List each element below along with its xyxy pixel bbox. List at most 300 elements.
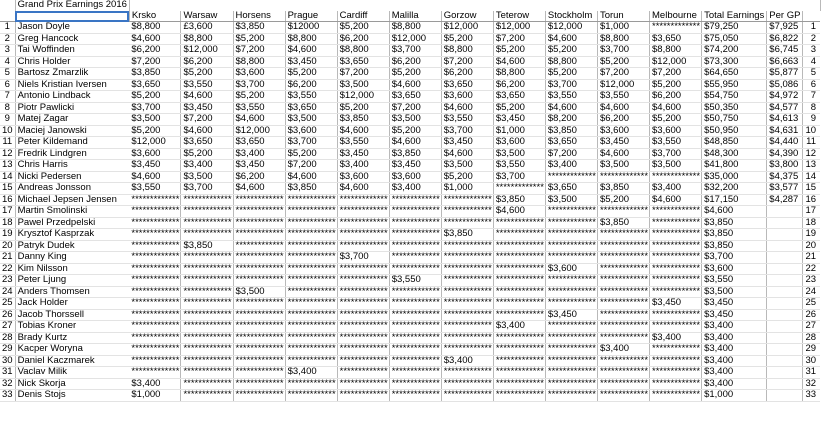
rider-name[interactable]: Jack Holder xyxy=(15,298,129,310)
earnings-cell[interactable]: $3,600 xyxy=(650,125,702,137)
rank-cell[interactable]: 22 xyxy=(803,263,820,275)
earnings-cell[interactable]: $3,600 xyxy=(441,91,493,103)
earnings-cell[interactable]: $5,200 xyxy=(233,91,285,103)
earnings-cell[interactable]: ************* xyxy=(650,286,702,298)
earnings-cell[interactable]: ************* xyxy=(337,275,389,287)
earnings-cell[interactable]: ************* xyxy=(545,332,597,344)
earnings-cell[interactable]: $8,800 xyxy=(233,56,285,68)
earnings-cell[interactable]: $50,950 xyxy=(702,125,767,137)
earnings-cell[interactable]: ************* xyxy=(545,240,597,252)
rider-name[interactable]: Kim Nilsson xyxy=(15,263,129,275)
earnings-cell[interactable]: $3,450 xyxy=(702,309,767,321)
earnings-cell[interactable]: $3,550 xyxy=(597,91,649,103)
earnings-cell[interactable]: $12,000 xyxy=(337,91,389,103)
earnings-cell[interactable]: $4,600 xyxy=(233,114,285,126)
earnings-cell[interactable]: $3,650 xyxy=(129,79,181,91)
earnings-cell[interactable]: ************* xyxy=(285,194,337,206)
earnings-cell[interactable]: $74,200 xyxy=(702,45,767,57)
earnings-cell[interactable]: $6,822 xyxy=(767,33,803,45)
earnings-cell[interactable] xyxy=(767,367,803,379)
column-header[interactable]: Horsens xyxy=(233,11,285,22)
earnings-cell[interactable]: ************* xyxy=(441,367,493,379)
row-number[interactable]: 24 xyxy=(0,286,15,298)
row-number[interactable]: 29 xyxy=(0,344,15,356)
earnings-cell[interactable]: ************* xyxy=(131,331,180,343)
earnings-cell[interactable]: $3,850 xyxy=(389,148,441,160)
earnings-cell[interactable]: ************* xyxy=(493,309,545,321)
earnings-cell[interactable]: $3,400 xyxy=(181,160,233,172)
rank-cell[interactable]: 21 xyxy=(803,252,820,264)
earnings-cell[interactable]: $12,000 xyxy=(233,125,285,137)
earnings-cell[interactable]: $6,200 xyxy=(597,114,649,126)
earnings-cell[interactable]: ************* xyxy=(131,193,180,205)
earnings-cell[interactable]: ************* xyxy=(233,263,285,275)
earnings-cell[interactable]: $8,800 xyxy=(129,22,181,34)
earnings-cell[interactable]: $4,440 xyxy=(767,137,803,149)
earnings-cell[interactable]: ************* xyxy=(181,390,233,402)
earnings-cell[interactable]: $3,550 xyxy=(650,137,702,149)
earnings-cell[interactable]: ************* xyxy=(337,344,389,356)
earnings-cell[interactable]: ************* xyxy=(650,171,702,183)
earnings-cell[interactable]: $5,200 xyxy=(650,114,702,126)
earnings-cell[interactable]: $3,500 xyxy=(597,160,649,172)
earnings-cell[interactable]: ************* xyxy=(545,367,597,379)
earnings-cell[interactable] xyxy=(767,206,803,218)
rank-cell[interactable]: 24 xyxy=(803,286,820,298)
rank-cell[interactable]: 23 xyxy=(803,275,820,287)
earnings-cell[interactable]: ************* xyxy=(337,355,389,367)
rider-name[interactable]: Martin Smolinski xyxy=(15,206,129,218)
earnings-cell[interactable]: $3,450 xyxy=(441,137,493,149)
earnings-cell[interactable]: $4,600 xyxy=(441,102,493,114)
earnings-cell[interactable]: $3,400 xyxy=(441,355,493,367)
earnings-cell[interactable]: $5,200 xyxy=(597,194,649,206)
earnings-cell[interactable]: $4,600 xyxy=(181,125,233,137)
earnings-cell[interactable]: $3,400 xyxy=(702,344,767,356)
earnings-cell[interactable]: ************* xyxy=(441,275,493,287)
earnings-cell[interactable]: $3,650 xyxy=(181,137,233,149)
earnings-cell[interactable]: ************* xyxy=(233,332,285,344)
earnings-cell[interactable]: ************* xyxy=(131,308,180,320)
earnings-cell[interactable]: $8,200 xyxy=(545,114,597,126)
earnings-cell[interactable]: $5,200 xyxy=(389,68,441,80)
row-number[interactable]: 16 xyxy=(0,194,15,206)
earnings-cell[interactable]: ************* xyxy=(597,367,649,379)
earnings-cell[interactable]: ************* xyxy=(493,378,545,390)
earnings-cell[interactable]: $3,450 xyxy=(181,102,233,114)
row-number[interactable]: 20 xyxy=(0,240,15,252)
earnings-cell[interactable]: $12,000 xyxy=(181,45,233,57)
earnings-cell[interactable]: ************* xyxy=(545,321,597,333)
earnings-cell[interactable]: ************* xyxy=(389,217,441,229)
earnings-cell[interactable]: ************* xyxy=(650,263,702,275)
earnings-cell[interactable]: ************* xyxy=(545,275,597,287)
earnings-cell[interactable]: $8,800 xyxy=(285,33,337,45)
earnings-cell[interactable]: ************* xyxy=(285,275,337,287)
earnings-cell[interactable]: $3,400 xyxy=(233,148,285,160)
rank-cell[interactable]: 8 xyxy=(803,102,820,114)
earnings-cell[interactable]: $3,800 xyxy=(767,160,803,172)
title-row-empty[interactable] xyxy=(129,0,820,11)
earnings-cell[interactable]: $6,200 xyxy=(181,56,233,68)
rank-cell[interactable]: 2 xyxy=(803,33,820,45)
earnings-cell[interactable]: $7,200 xyxy=(493,33,545,45)
earnings-cell[interactable]: ************* xyxy=(597,206,649,218)
row-number[interactable]: 18 xyxy=(0,217,15,229)
earnings-cell[interactable]: ************* xyxy=(233,194,285,206)
earnings-cell[interactable]: $3,600 xyxy=(597,125,649,137)
earnings-cell[interactable]: $3,700 xyxy=(441,125,493,137)
earnings-cell[interactable]: ************* xyxy=(233,229,285,241)
earnings-cell[interactable] xyxy=(767,263,803,275)
rank-cell[interactable]: 32 xyxy=(803,378,820,390)
column-header[interactable]: Per GP xyxy=(767,11,803,22)
earnings-cell[interactable]: $3,850 xyxy=(441,229,493,241)
header-trailing-cell[interactable] xyxy=(803,11,820,22)
earnings-cell[interactable]: $3,850 xyxy=(129,68,181,80)
rank-cell[interactable]: 7 xyxy=(803,91,820,103)
earnings-cell[interactable]: ************* xyxy=(337,229,389,241)
earnings-cell[interactable]: ************* xyxy=(389,298,441,310)
rider-name[interactable]: Chris Harris xyxy=(15,160,129,172)
earnings-cell[interactable]: ************* xyxy=(441,240,493,252)
earnings-cell[interactable]: ************* xyxy=(131,366,180,378)
earnings-cell[interactable]: $5,200 xyxy=(337,102,389,114)
earnings-cell[interactable]: $3,450 xyxy=(702,298,767,310)
earnings-cell[interactable]: $3,400 xyxy=(337,160,389,172)
earnings-cell[interactable]: ************* xyxy=(233,355,285,367)
earnings-cell[interactable]: $5,200 xyxy=(129,91,181,103)
earnings-cell[interactable]: ************* xyxy=(650,344,702,356)
earnings-cell[interactable]: $3,500 xyxy=(702,286,767,298)
earnings-cell[interactable]: ************* xyxy=(545,206,597,218)
earnings-cell[interactable]: $8,800 xyxy=(181,33,233,45)
earnings-cell[interactable]: $4,287 xyxy=(767,194,803,206)
rider-name[interactable]: Jacob Thorssell xyxy=(15,309,129,321)
rider-name[interactable]: Bartosz Zmarzlik xyxy=(15,68,129,80)
earnings-cell[interactable]: $3,400 xyxy=(702,332,767,344)
earnings-cell[interactable]: $12,000 xyxy=(389,33,441,45)
earnings-cell[interactable]: $3,850 xyxy=(545,125,597,137)
earnings-cell[interactable]: $6,200 xyxy=(441,68,493,80)
earnings-cell[interactable]: $4,600 xyxy=(597,102,649,114)
earnings-cell[interactable]: ************* xyxy=(285,298,337,310)
rider-name[interactable]: Nick Skorja xyxy=(15,378,129,390)
earnings-cell[interactable]: $3,700 xyxy=(181,183,233,195)
row-number[interactable]: 19 xyxy=(0,229,15,241)
earnings-cell[interactable]: ************* xyxy=(493,367,545,379)
earnings-cell[interactable]: $3,650 xyxy=(545,137,597,149)
earnings-cell[interactable]: ************* xyxy=(181,367,233,379)
earnings-cell[interactable]: $3,600 xyxy=(389,171,441,183)
earnings-cell[interactable]: ************* xyxy=(285,240,337,252)
earnings-cell[interactable]: $5,200 xyxy=(233,33,285,45)
earnings-cell[interactable]: $41,800 xyxy=(702,160,767,172)
rank-cell[interactable]: 17 xyxy=(803,206,820,218)
row-number[interactable]: 6 xyxy=(0,79,15,91)
earnings-cell[interactable]: $3,700 xyxy=(285,137,337,149)
rider-name[interactable]: Niels Kristian Iversen xyxy=(15,79,129,91)
earnings-cell[interactable]: $4,390 xyxy=(767,148,803,160)
earnings-cell[interactable]: ************* xyxy=(233,206,285,218)
earnings-cell[interactable]: $3,400 xyxy=(650,183,702,195)
earnings-cell[interactable]: $4,600 xyxy=(597,148,649,160)
earnings-cell[interactable]: $6,663 xyxy=(767,56,803,68)
rank-cell[interactable]: 29 xyxy=(803,344,820,356)
earnings-cell[interactable]: $3,700 xyxy=(597,45,649,57)
earnings-cell[interactable]: ************* xyxy=(493,263,545,275)
rank-cell[interactable]: 3 xyxy=(803,45,820,57)
earnings-cell[interactable]: $3,700 xyxy=(545,79,597,91)
earnings-cell[interactable]: $5,200 xyxy=(441,171,493,183)
earnings-cell[interactable]: $3,450 xyxy=(337,148,389,160)
earnings-cell[interactable]: ************* xyxy=(389,194,441,206)
row-number[interactable]: 10 xyxy=(0,125,15,137)
earnings-cell[interactable]: ************* xyxy=(441,378,493,390)
column-header[interactable]: Prague xyxy=(285,11,337,22)
earnings-cell[interactable]: ************* xyxy=(337,390,389,402)
earnings-cell[interactable]: ************* xyxy=(597,229,649,241)
rider-name[interactable]: Nicki Pedersen xyxy=(15,171,129,183)
earnings-cell[interactable]: $5,200 xyxy=(337,22,389,34)
earnings-cell[interactable]: $3,500 xyxy=(337,79,389,91)
earnings-cell[interactable]: ************* xyxy=(233,321,285,333)
earnings-cell[interactable]: $3,650 xyxy=(337,56,389,68)
earnings-cell[interactable]: $5,200 xyxy=(285,68,337,80)
earnings-cell[interactable]: $5,200 xyxy=(545,45,597,57)
earnings-cell[interactable]: ************* xyxy=(493,240,545,252)
earnings-cell[interactable]: $8,800 xyxy=(389,22,441,34)
rank-cell[interactable]: 28 xyxy=(803,332,820,344)
earnings-cell[interactable]: ************* xyxy=(597,275,649,287)
earnings-cell[interactable]: ************* xyxy=(131,354,180,366)
earnings-cell[interactable]: ************* xyxy=(441,390,493,402)
earnings-cell[interactable]: ************* xyxy=(493,183,545,195)
earnings-cell[interactable]: $1,000 xyxy=(702,390,767,402)
earnings-cell[interactable]: ************* xyxy=(597,309,649,321)
row-number[interactable]: 33 xyxy=(0,390,15,402)
column-header[interactable]: Stockholm xyxy=(545,11,597,22)
selected-cell[interactable] xyxy=(15,11,129,22)
earnings-cell[interactable]: ************* xyxy=(389,252,441,264)
rank-cell[interactable]: 14 xyxy=(803,171,820,183)
earnings-cell[interactable]: $3,850 xyxy=(702,240,767,252)
earnings-cell[interactable]: ************* xyxy=(285,252,337,264)
earnings-cell[interactable]: $73,300 xyxy=(702,56,767,68)
earnings-cell[interactable]: $3,400 xyxy=(389,183,441,195)
earnings-cell[interactable]: $5,200 xyxy=(181,68,233,80)
earnings-cell[interactable]: $3,400 xyxy=(285,367,337,379)
earnings-cell[interactable]: ************* xyxy=(181,321,233,333)
earnings-cell[interactable] xyxy=(767,275,803,287)
row-number[interactable]: 21 xyxy=(0,252,15,264)
earnings-cell[interactable]: ************* xyxy=(597,378,649,390)
earnings-cell[interactable]: $5,086 xyxy=(767,79,803,91)
earnings-cell[interactable]: ************* xyxy=(389,321,441,333)
earnings-cell[interactable]: ************* xyxy=(389,263,441,275)
earnings-cell[interactable]: $79,250 xyxy=(702,22,767,34)
earnings-cell[interactable]: $4,600 xyxy=(545,33,597,45)
earnings-cell[interactable]: ************* xyxy=(441,344,493,356)
earnings-cell[interactable]: $3,550 xyxy=(181,79,233,91)
earnings-cell[interactable]: $4,972 xyxy=(767,91,803,103)
earnings-cell[interactable]: $4,600 xyxy=(441,148,493,160)
earnings-cell[interactable]: $3,550 xyxy=(233,102,285,114)
rank-cell[interactable]: 12 xyxy=(803,148,820,160)
earnings-cell[interactable]: $35,000 xyxy=(702,171,767,183)
earnings-cell[interactable]: ************* xyxy=(181,229,233,241)
earnings-cell[interactable]: ************* xyxy=(441,286,493,298)
earnings-cell[interactable]: $4,600 xyxy=(545,102,597,114)
rank-cell[interactable]: 25 xyxy=(803,298,820,310)
earnings-cell[interactable]: ************* xyxy=(650,229,702,241)
earnings-cell[interactable]: $8,800 xyxy=(337,45,389,57)
earnings-cell[interactable]: $3,600 xyxy=(337,171,389,183)
earnings-cell[interactable]: $3,650 xyxy=(233,137,285,149)
column-header[interactable]: Total Earnings xyxy=(702,11,767,22)
earnings-cell[interactable]: ************* xyxy=(597,321,649,333)
earnings-cell[interactable]: ************* xyxy=(131,285,180,297)
rider-name[interactable]: Danny King xyxy=(15,252,129,264)
rider-name[interactable]: Tobias Kroner xyxy=(15,321,129,333)
row-number[interactable]: 22 xyxy=(0,263,15,275)
earnings-cell[interactable]: $3,500 xyxy=(233,286,285,298)
earnings-cell[interactable]: ************* xyxy=(650,275,702,287)
earnings-cell[interactable]: $3,450 xyxy=(650,298,702,310)
earnings-cell[interactable] xyxy=(767,229,803,241)
earnings-cell[interactable]: $3,500 xyxy=(285,114,337,126)
earnings-cell[interactable]: ************* xyxy=(493,355,545,367)
earnings-cell[interactable]: $3,400 xyxy=(650,332,702,344)
earnings-cell[interactable]: $3,650 xyxy=(389,91,441,103)
earnings-cell[interactable]: $3,850 xyxy=(702,229,767,241)
earnings-cell[interactable]: ************* xyxy=(650,378,702,390)
rider-name[interactable]: Michael Jepsen Jensen xyxy=(15,194,129,206)
earnings-cell[interactable]: $7,200 xyxy=(545,148,597,160)
earnings-cell[interactable]: $3,550 xyxy=(389,275,441,287)
earnings-cell[interactable]: $1,000 xyxy=(597,22,649,34)
earnings-cell[interactable]: $3,400 xyxy=(493,321,545,333)
earnings-cell[interactable]: ************* xyxy=(131,205,180,217)
rank-cell[interactable]: 33 xyxy=(803,390,820,402)
column-header[interactable]: Teterow xyxy=(493,11,545,22)
corner-cell[interactable] xyxy=(0,0,15,11)
earnings-cell[interactable]: $3,700 xyxy=(337,252,389,264)
rank-cell[interactable]: 5 xyxy=(803,68,820,80)
earnings-cell[interactable]: $4,600 xyxy=(285,45,337,57)
rider-name[interactable]: Vaclav Milik xyxy=(15,367,129,379)
earnings-cell[interactable]: $3,650 xyxy=(285,102,337,114)
earnings-cell[interactable]: ************* xyxy=(337,240,389,252)
earnings-cell[interactable]: $3,400 xyxy=(702,321,767,333)
earnings-cell[interactable]: ************* xyxy=(285,355,337,367)
earnings-cell[interactable]: $50,350 xyxy=(702,102,767,114)
earnings-cell[interactable]: $5,200 xyxy=(441,33,493,45)
earnings-cell[interactable]: ************* xyxy=(285,378,337,390)
rank-cell[interactable]: 26 xyxy=(803,309,820,321)
column-header[interactable]: Warsaw xyxy=(181,11,233,22)
earnings-cell[interactable]: $4,600 xyxy=(650,194,702,206)
earnings-cell[interactable] xyxy=(767,344,803,356)
earnings-cell[interactable]: $3,400 xyxy=(702,378,767,390)
earnings-cell[interactable]: $3,500 xyxy=(389,114,441,126)
earnings-cell[interactable]: $7,200 xyxy=(337,68,389,80)
earnings-cell[interactable]: ************* xyxy=(389,332,441,344)
earnings-cell[interactable]: $3,600 xyxy=(285,125,337,137)
earnings-cell[interactable]: ************* xyxy=(545,252,597,264)
earnings-cell[interactable]: $3,600 xyxy=(233,68,285,80)
earnings-cell[interactable]: ************* xyxy=(441,217,493,229)
earnings-cell[interactable]: $6,200 xyxy=(650,91,702,103)
earnings-cell[interactable]: ************* xyxy=(597,390,649,402)
earnings-cell[interactable]: $17,150 xyxy=(702,194,767,206)
earnings-cell[interactable]: ************* xyxy=(337,309,389,321)
earnings-cell[interactable]: $32,200 xyxy=(702,183,767,195)
earnings-cell[interactable]: ************* xyxy=(597,286,649,298)
earnings-cell[interactable]: $3,600 xyxy=(702,263,767,275)
earnings-cell[interactable]: $5,200 xyxy=(545,68,597,80)
earnings-cell[interactable]: $5,200 xyxy=(597,56,649,68)
earnings-cell[interactable]: $3,650 xyxy=(545,183,597,195)
earnings-cell[interactable]: $48,850 xyxy=(702,137,767,149)
earnings-cell[interactable]: $1,000 xyxy=(129,390,181,402)
earnings-cell[interactable]: $3,650 xyxy=(650,33,702,45)
earnings-cell[interactable]: ************* xyxy=(337,378,389,390)
earnings-cell[interactable]: ************* xyxy=(493,252,545,264)
earnings-cell[interactable]: ************* xyxy=(181,286,233,298)
earnings-cell[interactable]: ************* xyxy=(441,332,493,344)
row-number[interactable]: 28 xyxy=(0,332,15,344)
earnings-cell[interactable]: $3,400 xyxy=(129,378,181,390)
earnings-cell[interactable]: $3,577 xyxy=(767,183,803,195)
earnings-cell[interactable]: ************* xyxy=(650,390,702,402)
earnings-cell[interactable]: ************* xyxy=(181,275,233,287)
rider-name[interactable]: Denis Stojs xyxy=(15,390,129,402)
earnings-cell[interactable]: ************* xyxy=(597,298,649,310)
earnings-cell[interactable]: ************* xyxy=(441,321,493,333)
earnings-cell[interactable]: $50,750 xyxy=(702,114,767,126)
earnings-cell[interactable]: $1,000 xyxy=(493,125,545,137)
earnings-cell[interactable]: ************* xyxy=(389,390,441,402)
earnings-cell[interactable]: ************* xyxy=(131,251,180,263)
earnings-cell[interactable]: $1,000 xyxy=(441,183,493,195)
earnings-cell[interactable]: ************* xyxy=(650,309,702,321)
earnings-cell[interactable]: $3,450 xyxy=(233,160,285,172)
rider-name[interactable]: Peter Ljung xyxy=(15,275,129,287)
rider-name[interactable]: Tai Woffinden xyxy=(15,45,129,57)
earnings-cell[interactable]: ************* xyxy=(181,332,233,344)
rank-cell[interactable]: 27 xyxy=(803,321,820,333)
rider-name[interactable]: Jason Doyle xyxy=(15,22,129,34)
row-number[interactable]: 26 xyxy=(0,309,15,321)
earnings-cell[interactable]: $64,650 xyxy=(702,68,767,80)
row-number[interactable]: 8 xyxy=(0,102,15,114)
rider-name[interactable]: Fredrik Lindgren xyxy=(15,148,129,160)
earnings-cell[interactable]: $3,600 xyxy=(545,263,597,275)
earnings-cell[interactable]: $7,925 xyxy=(767,22,803,34)
earnings-cell[interactable] xyxy=(767,390,803,402)
earnings-cell[interactable]: $7,200 xyxy=(181,114,233,126)
earnings-cell[interactable]: ************* xyxy=(285,344,337,356)
row-number[interactable]: 4 xyxy=(0,56,15,68)
rider-name[interactable]: Anders Thomsen xyxy=(15,286,129,298)
earnings-cell[interactable]: ************* xyxy=(233,378,285,390)
earnings-cell[interactable]: $3,450 xyxy=(389,160,441,172)
earnings-cell[interactable]: $3,650 xyxy=(441,79,493,91)
earnings-cell[interactable]: ************* xyxy=(181,378,233,390)
earnings-cell[interactable]: $4,600 xyxy=(337,183,389,195)
earnings-cell[interactable]: $3,850 xyxy=(337,114,389,126)
